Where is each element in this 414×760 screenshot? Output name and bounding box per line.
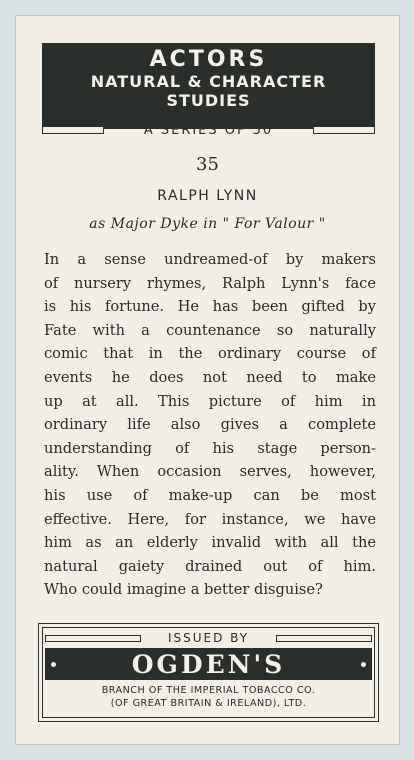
branch-line1: BRANCH OF THE IMPERIAL TOBACCO CO. [101, 685, 316, 696]
description-line: natural gaiety drained out of him. [44, 557, 376, 575]
cigarette-card [16, 16, 399, 744]
description-line: events he does not need to make [44, 368, 376, 386]
description-line: understanding of his stage person- [44, 439, 376, 457]
description-line: up at all. This picture of him in [44, 392, 376, 410]
header-banner [42, 43, 375, 129]
right-rule-bar [276, 635, 372, 642]
description-line: ality. When occasion serves, however, [44, 463, 376, 481]
issued-by-label: ISSUED BY [167, 631, 250, 645]
branch-line2: (OF GREAT BRITAIN & IRELAND), LTD. [110, 698, 307, 709]
issuer-box [38, 623, 379, 722]
series-count: A SERIES OF 50 [143, 122, 274, 138]
description-line: his use of make-up can be most [44, 486, 376, 504]
branch-text [39, 684, 378, 710]
description-line: ordinary life also gives a complete [44, 416, 376, 434]
description-line: him as an elderly invalid with all the [44, 534, 376, 552]
series-subtitle-line1: NATURAL & CHARACTER [90, 72, 327, 91]
brand-banner [45, 648, 372, 680]
description-line: Fate with a countenance so naturally [44, 321, 376, 339]
description-line: In a sense undreamed-of by makers [44, 251, 376, 268]
card-number: 35 [196, 154, 219, 175]
description-line: of nursery rhymes, Ralph Lynn's face [44, 274, 376, 292]
actor-role: as Major Dyke in " For Valour " [89, 216, 326, 232]
right-rule-bar [313, 126, 375, 134]
description-line: Who could imagine a better disguise? [44, 581, 323, 599]
brand-name: OGDEN'S [131, 649, 286, 679]
actor-name: RALPH LYNN [157, 188, 258, 204]
dot-ornament [361, 662, 366, 667]
left-rule-bar [42, 126, 104, 134]
description-line: comic that in the ordinary course of [44, 345, 376, 363]
description-line: is his fortune. He has been gifted by [44, 298, 376, 316]
description-line: effective. Here, for instance, we have [44, 510, 376, 528]
series-row [42, 122, 375, 138]
series-title: ACTORS [149, 47, 268, 72]
issued-by-row [45, 630, 372, 646]
dot-ornament [51, 662, 56, 667]
series-subtitle-line2: STUDIES [166, 91, 251, 110]
description-text [44, 248, 376, 602]
left-rule-bar [45, 635, 141, 642]
